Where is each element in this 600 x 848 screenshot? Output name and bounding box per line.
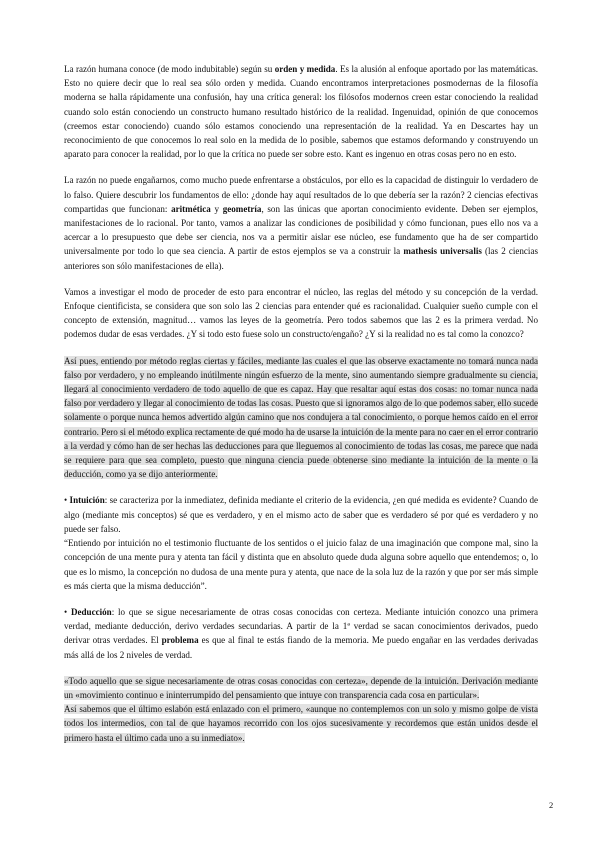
paragraph-razon-ciencias: La razón no puede engañarnos, como mucho puede enfrentarse a obstáculos, por ello es la capacidad de distinguir lo verdadero de lo falso. Quiere descubrir los fundamentos de ello: ¿donde hay aquí resultados de lo que debería ser la razón? 2 ciencias efectivas compartidas que funcionan: aritmética y geometría, son las únicas que aportan conocimiento evidente. Deben ser ejemplos, manifestaciones de lo racional. Por tanto, vamos a analizar las condiciones de posibilidad y cómo funcionan, pues ello nos va a acercar a lo presupuesto que debe ser ciencia, nos va a permitir aislar ese núcleo, ese fundamento que ha de ser compartido universalmente por todo lo que sea ciencia. A partir de estos ejemplos se va a construir la mathesis universalis (las 2 ciencias anteriores son sólo manifestaciones de ella). [64, 175, 538, 271]
term-deduccion: Deducción [70, 606, 112, 617]
term-problema: problema [161, 635, 199, 646]
term-aritmetica: aritmética [171, 203, 211, 214]
highlighted-quote-eslabon: Así sabemos que el último eslabón está enlazado con el primero, «aunque no contemplemos con un solo y mismo golpe de vista todos los intermedios, con tal de que hayamos recorrido con los ojos sucesivamente y recordemos que están unidos desde el primero hasta el último cada uno a su inmediato». [64, 704, 538, 743]
term-mathesis-universalis: mathesis universalis [403, 246, 482, 257]
quote-intuicion: “Entiendo por intuición no el testimonio fluctuante de los sentidos o el juicio falaz de una imaginación que compone mal, sino la concepción de una mente pura y atenta tan fácil y distinta que en absoluto quede duda alguna sobre aquello que entendemos; o, lo que es lo mismo, la concepción no dudosa de una mente pura y atenta, que nace de la sola luz de la razón y que por ser más simple es más cierta que la misma deducción”. [64, 538, 538, 591]
term-intuicion: Intuición [69, 495, 105, 506]
paragraph-quote-eslabon [64, 702, 538, 745]
paragraph-orden-medida: La razón humana conoce (de modo indubitable) según su orden y medida. Es la alusión al enfoque aportado por las matemáticas. Esto no quiere decir que lo real sea sólo orden y medida. Cuando encontramos interpretaciones posmodernas de la filosofía moderna se halla rápidamente una confusión, hay una crítica general: los filósofos modernos creen estar conociendo la realidad cuando solo están conociendo un constructo humano resultado histórico de la realidad. Ingenuidad, opinión de que conocemos (creemos estar conociendo) cuando sólo estamos conociendo una representación de la realidad. Ya en Descartes hay un reconocimiento de que conocemos lo real solo en la medida de lo posible, sabemos que estamos deformando y construyendo un aparato para conocer la realidad, por lo que la crítica no puede ser sobre esto. Kant es ingenuo en otras cosas pero no en esto. [64, 64, 538, 160]
paragraph-quote-deduccion [64, 674, 538, 702]
page-number: 2 [549, 800, 554, 810]
term-orden-medida: orden y medida [274, 64, 336, 74]
bullet-intuicion: • Intuición: se caracteriza por la inmediatez, definida mediante el criterio de la evidencia, ¿en qué medida es evidente? Cuando de algo (mediante mis conceptos) sé que es verdadero, y en el mismo acto de saber que es verdadero sé por qué es verdadero y no puede ser falso. [64, 495, 539, 534]
paragraph-quote-metodo [64, 354, 538, 482]
term-geometria: geometría [222, 203, 262, 214]
highlighted-quote-metodo: Así pues, entiendo por método reglas ciertas y fáciles, mediante las cuales el que las observe exactamente no tomará nunca nada falso por verdadero, y no empleando inútilmente ningún esfuerzo de la mente, sino aumentando siempre gradualmente su ciencia, llegará al conocimiento verdadero de todo aquello de que es capaz. Hay que resaltar aquí estas dos cosas: no tomar nunca nada falso por verdadero y llegar al conocimiento de todas las cosas. Puesto que si ignoramos algo de lo que podemos saber, ello sucede solamente o porque nunca hemos advertido algún camino que nos condujera a tal conocimiento, o porque hemos caído en el error contrario. Pero si el método explica rectamente de qué modo ha de usarse la intuición de la mente para no caer en el error contrario a la verdad y cómo han de ser hechas las deducciones para que lleguemos al conocimiento de todas las cosas, me parece que nada se requiere para que sea completo, puesto que ninguna ciencia puede obtenerse sino mediante la intuición de la mente o la deducción, como ya se dijo anteriormente. [64, 355, 539, 480]
page-body [64, 62, 538, 745]
bullet-deduccion: • Deducción: lo que se sigue necesariamente de otras cosas conocidas con certeza. Mediante intuición conozco una primera verdad, mediante deducción, derivo verdades secundarias. A partir de la 1ª verdad se sacan conocimientos derivados, puedo derivar otras verdades. El problema es que al final te estás fiando de la memoria. Me puedo engañar en las verdades derivadas más allá de los 2 niveles de verdad. [64, 606, 538, 660]
highlighted-quote-deduccion: «Todo aquello que se sigue necesariamente de otras cosas conocidas con certeza», depende de la intuición. Derivación mediante un «movimiento continuo e ininterrumpido del pensamiento que intuye con transparencia cada cosa en particular». [64, 675, 538, 700]
paragraph-metodo-investigacion: Vamos a investigar el modo de proceder de esto para encontrar el núcleo, las reglas del método y su concepción de la verdad. Enfoque cientificista, se considera que son solo las 2 ciencias para entender qué es racionalidad. Cualquier sueño cumple con el concepto de extensión, magnitud… vamos las leyes de la geometría. Pero todos sabemos que las 2 es la primera verdad. No podemos dudar de esas verdades. ¿Y si todo esto fuese solo un constructo/engaño? ¿Y si la realidad no es tal como la conozco? [64, 286, 538, 340]
